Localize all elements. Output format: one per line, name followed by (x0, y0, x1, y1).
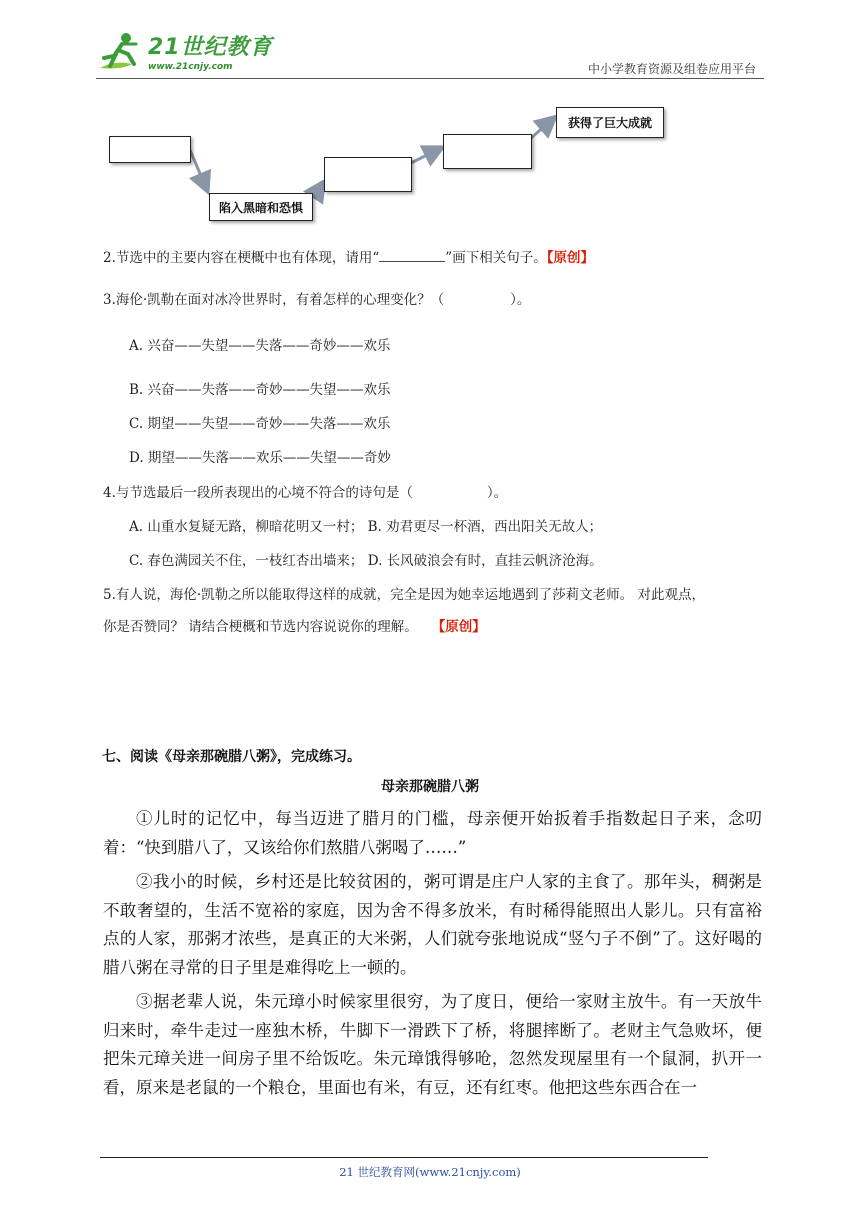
diagram-box-1 (109, 136, 191, 163)
article-paragraph: ③据老辈人说，朱元璋小时候家里很穷，为了度日，便给一家财主放牛。有一天放牛归来时，牵牛走过一座独木桥，牛脚下一滑跌下了桥，将腿摔断了。老财主气急败坏，便把朱元璋关进一间房子里不给饭吃。朱元璋饿得够呛，忽然发现屋里有一个鼠洞，扒开一看，原来是老鼠的一个粮仓，里面也有米，有豆，还有红枣。他把这些东西合在一 (103, 992, 762, 1097)
question-2 (103, 246, 594, 266)
question-4 (103, 481, 507, 501)
logo-url: www.21cnjy.com (148, 62, 233, 72)
logo-text: 21世纪教育 (148, 35, 273, 60)
arrow-1 (190, 150, 207, 190)
diagram-arrows (0, 0, 860, 240)
answer-blank[interactable] (379, 261, 445, 262)
question-5-line-2 (103, 615, 486, 635)
question-3-option-b: B. 兴奋——失落——奇妙——失望——欢乐 (129, 382, 391, 398)
question-3-text-a: 3.海伦·凯勒在面对冰冷世界时，有着怎样的心理变化？（ (103, 292, 445, 308)
question-3-text-b: ）。 (510, 292, 531, 308)
question-3-option-a: A. 兴奋——失望——失落——奇妙——欢乐 (129, 338, 391, 354)
original-tag: 【原创】 (546, 250, 594, 266)
header-platform-name: 中小学教育资源及组卷应用平台 (587, 62, 756, 76)
diagram-box-2: 陷入黑暗和恐惧 (209, 193, 313, 221)
question-2-text-a: 2.节选中的主要内容在梗概中也有体现，请用“ (103, 250, 380, 266)
question-3 (103, 288, 530, 308)
diagram-box-3 (324, 157, 412, 192)
question-4-text-b: ）。 (486, 485, 508, 501)
footer-divider (100, 1157, 708, 1158)
arrow-4 (531, 118, 554, 138)
article-title: 母亲那碗腊八粥 (381, 779, 479, 795)
question-2-text-b: ”画下相关句子。 (445, 250, 547, 266)
original-tag: 【原创】 (431, 619, 486, 635)
section-7-title: 七、阅读《母亲那碗腊八粥》，完成练习。 (102, 749, 361, 765)
question-4-options-row-1: A. 山重水复疑无路，柳暗花明又一村； B. 劝君更尽一杯酒，西出阳关无故人； (129, 519, 603, 535)
question-5-text: 你是否赞同？ 请结合梗概和节选内容说说你的理解。 (103, 619, 418, 635)
article-body (103, 805, 762, 1102)
question-3-option-d: D. 期望——失落——欢乐——失望——奇妙 (129, 450, 391, 466)
article-paragraph: ②我小的时候，乡村还是比较贫困的，粥可谓是庄户人家的主食了。那年头，稠粥是不敢奢望的，生活不宽裕的家庭，因为舍不得多放米，有时稀得能照出人影儿。只有富裕点的人家，那粥才浓些，是真正的大米粥，人们就夸张地说成“竖勺子不倒”了。这好喝的腊八粥在寻常的日子里是难得吃上一顿的。 (103, 872, 762, 977)
question-4-text-a: 4.与节选最后一段所表现出的心境不符合的诗句是（ (103, 485, 413, 501)
diagram-box-4 (443, 134, 532, 169)
arrow-2 (313, 183, 323, 198)
question-5-line-1: 5.有人说，海伦·凯勒之所以能取得这样的成就，完全是因为她幸运地遇到了莎莉文老师。 对此观点， (103, 587, 705, 603)
question-3-option-c: C. 期望——失望——奇妙——失落——欢乐 (129, 416, 391, 432)
article-paragraph: ①儿时的记忆中，每当迈进了腊月的门槛，母亲便开始扳着手指数起日子来，念叨着：“快到腊八了，又该给你们熬腊八粥喝了……” (103, 809, 762, 857)
footer-text: 21 世纪教育网(www.21cnjy.com) (339, 1165, 521, 1179)
question-4-options-row-2: C. 春色满园关不住，一枝红杏出墙来； D. 长风破浪会有时，直挂云帆济沧海。 (129, 553, 603, 569)
arrow-3 (411, 148, 441, 163)
diagram-box-5: 获得了巨大成就 (556, 107, 664, 138)
